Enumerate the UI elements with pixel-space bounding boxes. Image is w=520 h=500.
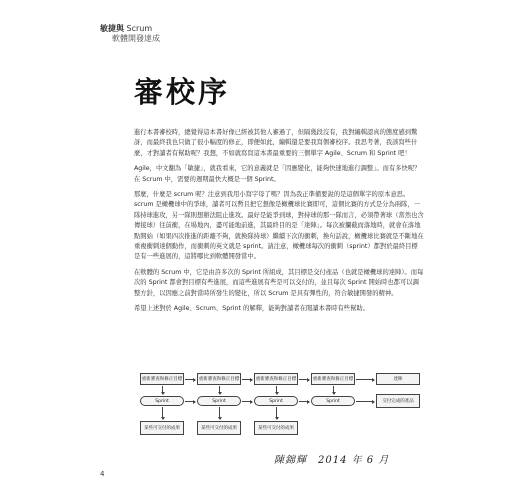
diagram-delivered-box: 交付完成的產品 bbox=[376, 394, 420, 408]
diagram-goal-box: 達陣 bbox=[376, 373, 420, 385]
diagram-arrow bbox=[356, 379, 374, 380]
diagram-arrow bbox=[276, 407, 277, 419]
diagram-arrow bbox=[219, 386, 220, 394]
paragraph: 那麼，什麼是 scrum 呢？注意到我用小寫字母了嗎？因為我正準備要說的是這個單字的原本意思。scrum 是橄欖球中的爭球，讀者可以暫且把它想像是橄欖球比賽即可，這個比賽的方式是分為兩隊，一隊持球進攻，另一隊則想辦法阻止進攻。最好是能爭到球，對持球的那一隊而言，必須帶著球（當然也含傳接球）往前衝，在場地內，盡可能地前進，其最終目的是「達陣」。每次被攔截而落地時，就會在落地點開始（如果四次推進的距離不夠，就換隊持球）繼續下次的衝刺，換句話說，橄欖球比賽就是不斷地在重複衝刺達個動作，而衝刺的英文就是 sprint。請注意，橄欖球每次的衝刺（sprint）都對於最終目標是有一些進展的，這將哪比到軟體開發當中。 bbox=[134, 191, 424, 261]
paragraph: 進行本書審校時，總覺得這本書好像已經被其他人審過了，但隔幾段沒有，我對編輯認真的態度感到驚訝，而最終我也只做了很小幅度的修正，即便如此，編輯還是要我寫個審校序。我思考著，我該寫些什麼，才對讀者有幫助呢？我想，不如就寫寫這本書最重要的三個單字 Agile、Scrum 和 Sprint 吧！ bbox=[134, 129, 418, 157]
paragraph: Agile，中文翻為「敏捷」，就我看來，它的意義就是「因應變化，能夠快速地進行調整」。而有多快呢？在 Scrum 中，需要的週期最快大概是一個 Sprint。 bbox=[134, 165, 421, 183]
diagram-sprint-box: Sprint bbox=[197, 396, 241, 406]
paragraph: 希望上述對於 Agile、Scrum、Sprint 的解釋，能夠對讀者在閱讀本書時有些幫助。 bbox=[134, 305, 369, 313]
diagram-arrow bbox=[185, 401, 195, 402]
running-header bbox=[100, 24, 400, 44]
diagram-arrow bbox=[162, 407, 163, 419]
diagram-arrow bbox=[356, 401, 374, 402]
running-header-line2: 軟體開發達成 bbox=[112, 34, 160, 43]
diagram-arrow bbox=[185, 379, 195, 380]
diagram-arrow bbox=[299, 379, 309, 380]
running-header-line1: 敏捷與 Scrum bbox=[100, 24, 153, 33]
diagram-deliverable-box: 某些可交付的成果 bbox=[254, 421, 298, 435]
diagram-sprint-box: Sprint bbox=[311, 396, 355, 406]
diagram-sprint-box: Sprint bbox=[254, 396, 298, 406]
diagram-arrow bbox=[219, 407, 220, 419]
diagram-deliverable-box: 某些可交付的成果 bbox=[140, 421, 184, 435]
diagram-arrow bbox=[276, 386, 277, 394]
diagram-review-box: 重新審查和修正目標 bbox=[311, 373, 355, 385]
diagram-review-box: 重新審查和修正目標 bbox=[197, 373, 241, 385]
body-text bbox=[134, 128, 424, 320]
diagram-arrow bbox=[242, 379, 252, 380]
diagram-deliverable-box: 某些可交付的成果 bbox=[197, 421, 241, 435]
paragraph: 在軟體的 Scrum 中，它是由許多次的 Sprint 所組成，其目標是交付產品（也就是橄欖球的達陣）。而每次的 Sprint 都會對目標有些進展，而這些進展有些是可以交付的，並且每次 Sprint 開始時也都可以調整方針，以因應之前對當時所發生的變化，所以 Scrum 是具有彈性的，符合敏捷開發的精神。 bbox=[134, 268, 424, 297]
diagram-sprint-box: Sprint bbox=[140, 396, 184, 406]
diagram-arrow bbox=[333, 386, 334, 394]
diagram-arrow bbox=[242, 401, 252, 402]
diagram-review-box: 重新審查和修正目標 bbox=[254, 373, 298, 385]
author-signature: 陳錦輝 2014 年 6 月 bbox=[274, 455, 390, 466]
page-number: 4 bbox=[100, 470, 105, 478]
page-title: 審校序 bbox=[134, 75, 231, 109]
diagram-arrow bbox=[162, 386, 163, 394]
diagram-review-box: 重新審查和修正目標 bbox=[140, 373, 184, 385]
diagram-arrow bbox=[299, 401, 309, 402]
scrum-flow-diagram bbox=[138, 371, 438, 447]
